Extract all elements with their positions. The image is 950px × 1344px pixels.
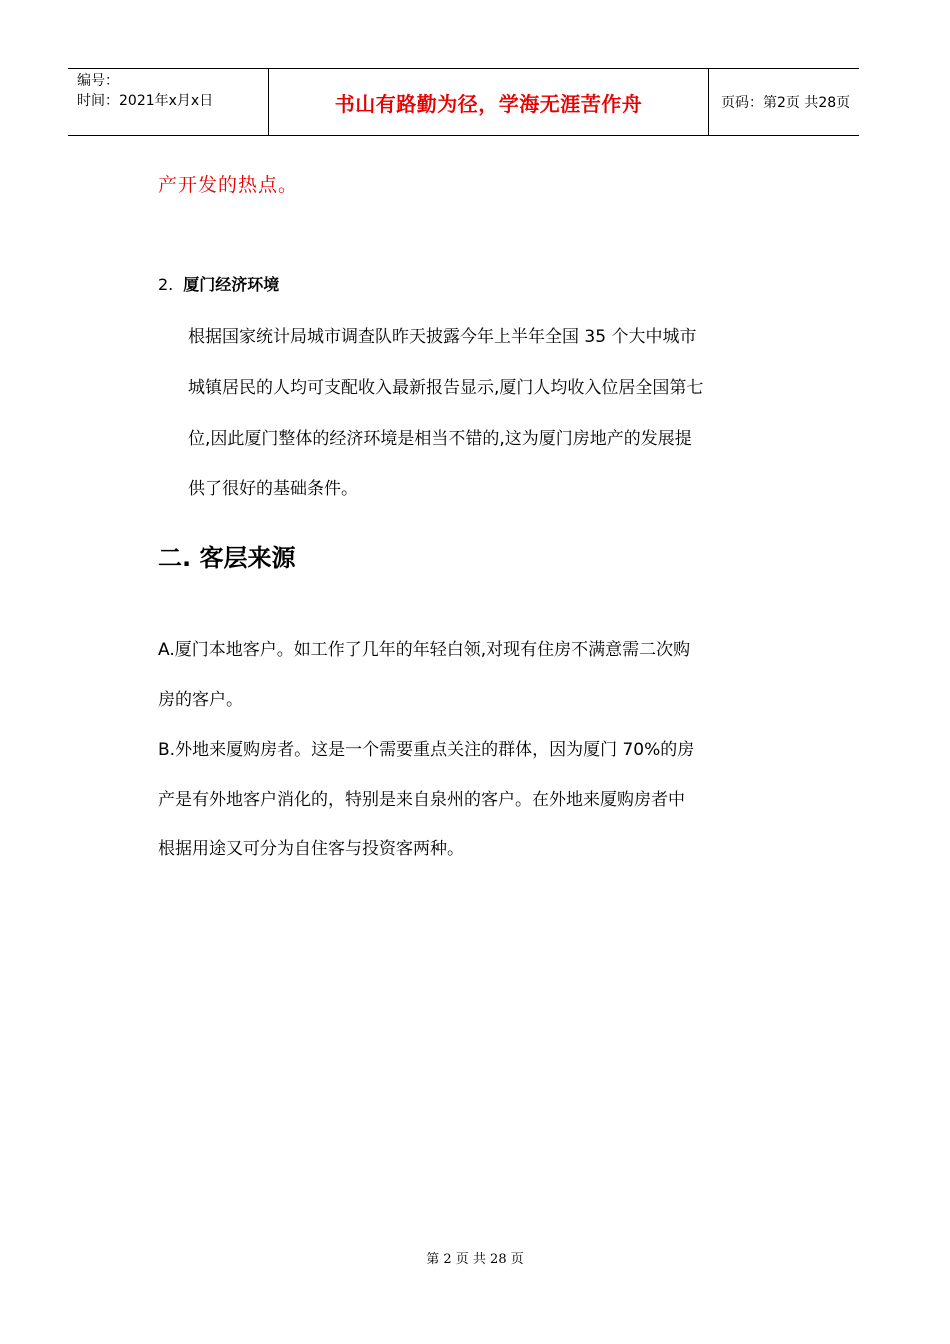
paragraph-line: 房的客户。 — [158, 690, 243, 710]
document-number-label: 编号： — [77, 73, 119, 89]
page-footer: 第 2 页 共 28 页 — [426, 1252, 524, 1267]
header-motto: 书山有路勤为径，学海无涯苦作舟 — [269, 69, 709, 135]
paragraph-line: A.厦门本地客户。如工作了几年的年轻白领,对现有住房不满意需二次购 — [158, 640, 691, 660]
section-heading: 二. 客层来源 — [158, 544, 296, 572]
paragraph-line: 位,因此厦门整体的经济环境是相当不错的,这为厦门房地产的发展提 — [188, 429, 692, 449]
paragraph-line: 供了很好的基础条件。 — [188, 479, 358, 499]
paragraph-line: 根据用途又可分为自住客与投资客两种。 — [158, 839, 464, 859]
continuation-text: 产开发的热点。 — [158, 174, 299, 196]
page-header — [68, 68, 859, 136]
document-date: 时间：2021年x月x日 — [77, 93, 214, 109]
paragraph-line: B.外地来厦购房者。这是一个需要重点关注的群体，因为厦门 70%的房 — [158, 740, 695, 760]
header-meta — [68, 69, 269, 135]
subsection-title: 厦门经济环境 — [183, 275, 280, 294]
paragraph-line: 根据国家统计局城市调查队昨天披露今年上半年全国 35 个大中城市 — [188, 327, 697, 347]
subsection-heading — [158, 272, 279, 295]
header-page-info: 页码：第2页 共28页 — [721, 95, 851, 111]
subsection-number: 2. — [158, 275, 174, 294]
paragraph-line: 城镇居民的人均可支配收入最新报告显示,厦门人均收入位居全国第七 — [188, 378, 704, 398]
paragraph-line: 产是有外地客户消化的，特别是来自泉州的客户。在外地来厦购房者中 — [158, 790, 685, 810]
